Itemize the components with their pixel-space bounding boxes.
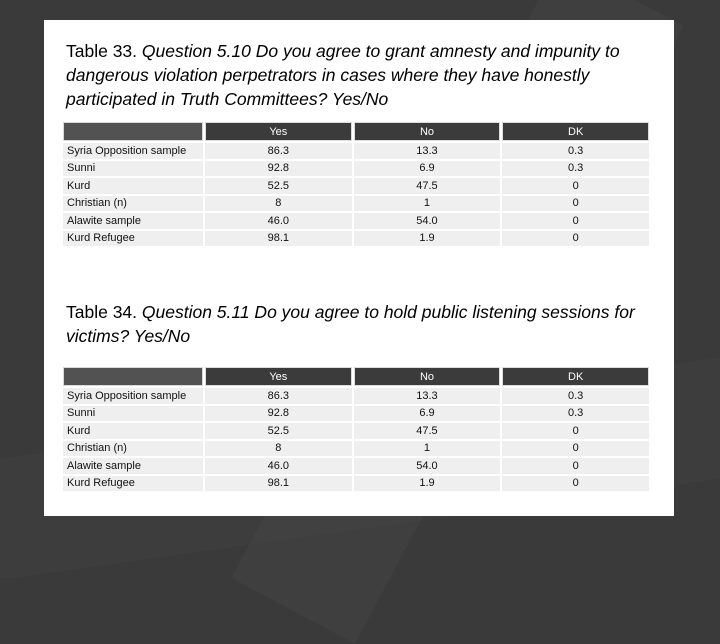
table-34 <box>61 365 651 493</box>
cell-no: 1.9 <box>354 231 501 247</box>
cell-dk: 0 <box>502 458 649 474</box>
row-label: Alawite sample <box>63 458 203 474</box>
row-label: Christian (n) <box>63 441 203 457</box>
cell-no: 54.0 <box>354 213 501 229</box>
cell-dk: 0.3 <box>502 161 649 177</box>
cell-no: 6.9 <box>354 406 501 422</box>
header-cell-corner <box>63 367 203 386</box>
cell-no: 54.0 <box>354 458 501 474</box>
cell-dk: 0 <box>502 196 649 212</box>
cell-no: 1 <box>354 441 501 457</box>
table-row <box>63 458 649 474</box>
cell-yes: 92.8 <box>205 161 352 177</box>
row-label: Kurd Refugee <box>63 231 203 247</box>
cell-yes: 86.3 <box>205 388 352 404</box>
cell-no: 6.9 <box>354 161 501 177</box>
cell-yes: 8 <box>205 441 352 457</box>
table-row <box>63 423 649 439</box>
header-cell-yes: Yes <box>205 122 352 141</box>
row-label: Syria Opposition sample <box>63 143 203 159</box>
cell-dk: 0 <box>502 231 649 247</box>
cell-yes: 52.5 <box>205 423 352 439</box>
cell-dk: 0 <box>502 178 649 194</box>
header-cell-no: No <box>354 122 501 141</box>
caption-prefix: Table 34. <box>66 302 138 322</box>
row-label: Sunni <box>63 161 203 177</box>
table-33 <box>61 120 651 248</box>
header-cell-dk: DK <box>502 367 649 386</box>
row-label: Sunni <box>63 406 203 422</box>
cell-yes: 98.1 <box>205 476 352 492</box>
table-row <box>63 161 649 177</box>
table-row <box>63 441 649 457</box>
cell-yes: 86.3 <box>205 143 352 159</box>
cell-dk: 0.3 <box>502 388 649 404</box>
row-label: Kurd <box>63 423 203 439</box>
header-cell-corner <box>63 122 203 141</box>
cell-dk: 0 <box>502 423 649 439</box>
cell-no: 1.9 <box>354 476 501 492</box>
table-row <box>63 213 649 229</box>
cell-no: 47.5 <box>354 178 501 194</box>
table-row <box>63 143 649 159</box>
caption-prefix: Table 33. <box>66 41 138 61</box>
table-34-caption <box>66 300 666 348</box>
row-label: Alawite sample <box>63 213 203 229</box>
cell-yes: 8 <box>205 196 352 212</box>
cell-no: 13.3 <box>354 388 501 404</box>
table-33-caption <box>66 39 666 111</box>
table-header-row <box>63 367 649 386</box>
table-row <box>63 406 649 422</box>
cell-dk: 0.3 <box>502 406 649 422</box>
row-label: Kurd Refugee <box>63 476 203 492</box>
table-row <box>63 196 649 212</box>
cell-no: 13.3 <box>354 143 501 159</box>
row-label: Kurd <box>63 178 203 194</box>
caption-question: Question 5.10 Do you agree to grant amnesty and impunity to dangerous violation perpetrators in cases where they have honestly participated in Truth Committees? Yes/No <box>66 41 620 109</box>
cell-yes: 46.0 <box>205 458 352 474</box>
cell-dk: 0 <box>502 441 649 457</box>
table-row <box>63 388 649 404</box>
header-cell-yes: Yes <box>205 367 352 386</box>
cell-no: 1 <box>354 196 501 212</box>
row-label: Syria Opposition sample <box>63 388 203 404</box>
cell-yes: 92.8 <box>205 406 352 422</box>
table-row <box>63 231 649 247</box>
cell-dk: 0 <box>502 476 649 492</box>
caption-question: Question 5.11 Do you agree to hold public listening sessions for victims? Yes/No <box>66 302 635 346</box>
cell-yes: 52.5 <box>205 178 352 194</box>
table-row <box>63 178 649 194</box>
header-cell-dk: DK <box>502 122 649 141</box>
slide-content <box>44 20 674 516</box>
row-label: Christian (n) <box>63 196 203 212</box>
cell-yes: 46.0 <box>205 213 352 229</box>
header-cell-no: No <box>354 367 501 386</box>
table-header-row <box>63 122 649 141</box>
cell-dk: 0 <box>502 213 649 229</box>
cell-dk: 0.3 <box>502 143 649 159</box>
table-row <box>63 476 649 492</box>
cell-yes: 98.1 <box>205 231 352 247</box>
cell-no: 47.5 <box>354 423 501 439</box>
